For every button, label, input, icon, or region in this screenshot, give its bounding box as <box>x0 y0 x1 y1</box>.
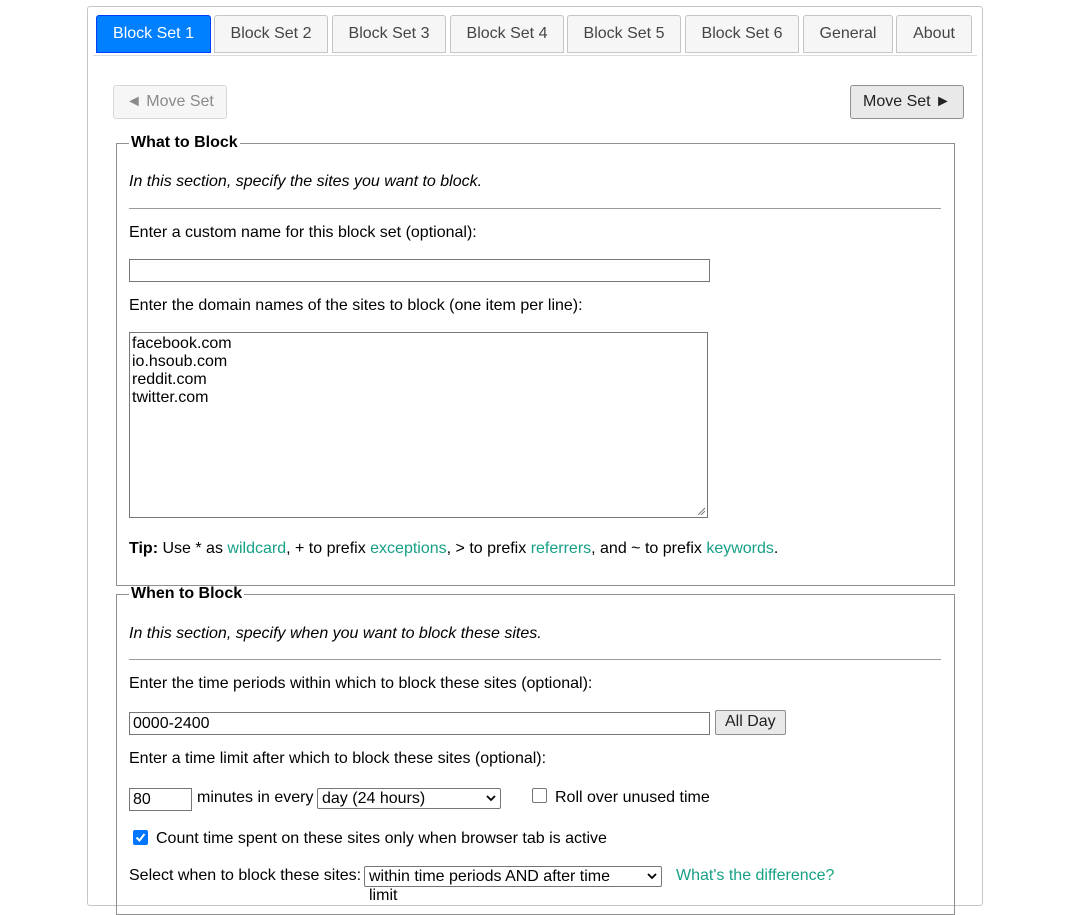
tab-block-set-3[interactable]: Block Set 3 <box>332 15 446 53</box>
time-periods-label: Enter the time periods within which to block these sites (optional): <box>129 675 593 692</box>
sites-label: Enter the domain names of the sites to block (one item per line): <box>129 297 583 314</box>
tip-fragment: Use * as <box>162 540 223 557</box>
sites-textarea[interactable] <box>129 332 708 518</box>
resize-grip-icon[interactable] <box>697 507 705 515</box>
tab-bar <box>93 12 977 56</box>
chevron-down-icon <box>646 867 658 886</box>
select-when-label: Select when to block these sites: <box>129 867 362 884</box>
when-to-block-legend: When to Block <box>131 585 243 602</box>
referrers-link[interactable]: referrers <box>530 540 592 557</box>
tip-fragment: . <box>773 540 779 557</box>
checkmark-icon <box>135 832 146 843</box>
what-section-divider <box>129 208 941 209</box>
custom-name-input[interactable] <box>129 259 710 282</box>
custom-name-label: Enter a custom name for this block set (optional): <box>129 224 477 241</box>
tip-label: Tip: <box>129 540 159 557</box>
tab-block-set-1[interactable]: Block Set 1 <box>96 15 211 53</box>
active-tab-checkbox[interactable] <box>133 830 148 845</box>
move-set-left-button[interactable]: ◄ Move Set <box>113 85 227 119</box>
limit-period-value: day (24 hours) <box>322 790 426 807</box>
tab-block-set-5[interactable]: Block Set 5 <box>567 15 681 53</box>
rollover-checkbox[interactable] <box>532 788 547 803</box>
site-line: io.hsoub.com <box>132 353 228 370</box>
site-line: reddit.com <box>132 371 207 388</box>
site-line: twitter.com <box>132 389 209 406</box>
when-section-intro: In this section, specify when you want to block these sites. <box>129 625 542 642</box>
tab-block-set-2[interactable]: Block Set 2 <box>214 15 328 53</box>
move-set-right-button[interactable]: Move Set ► <box>850 85 964 119</box>
when-section-divider <box>129 659 941 660</box>
exceptions-link[interactable]: exceptions <box>370 540 447 557</box>
tip-fragment: , > to prefix <box>446 540 527 557</box>
time-periods-input[interactable]: 0000-2400 <box>129 712 710 735</box>
tab-general[interactable]: General <box>803 15 893 53</box>
block-mode-select[interactable] <box>364 866 662 904</box>
tab-about[interactable]: About <box>896 15 972 53</box>
whats-the-difference-link[interactable]: What's the difference? <box>676 867 835 884</box>
all-day-button[interactable]: All Day <box>715 710 786 735</box>
tip-fragment: , + to prefix <box>286 540 366 557</box>
keywords-link[interactable]: keywords <box>706 540 774 557</box>
site-line: facebook.com <box>132 335 232 352</box>
wildcard-link[interactable]: wildcard <box>227 540 287 557</box>
tab-block-set-6[interactable]: Block Set 6 <box>685 15 799 53</box>
limit-period-select[interactable] <box>317 788 501 809</box>
limit-minutes-input[interactable]: 80 <box>129 788 192 811</box>
block-mode-value: within time periods AND after time limit <box>369 868 610 904</box>
minutes-in-every-label: minutes in every <box>197 789 314 806</box>
tip-text <box>129 540 778 558</box>
tab-block-set-4[interactable]: Block Set 4 <box>450 15 564 53</box>
options-panel <box>87 6 983 906</box>
what-section-intro: In this section, specify the sites you want to block. <box>129 173 483 190</box>
time-limit-label: Enter a time limit after which to block these sites (optional): <box>129 750 547 767</box>
what-to-block-legend: What to Block <box>131 134 238 151</box>
rollover-label: Roll over unused time <box>555 789 710 806</box>
chevron-down-icon <box>485 789 497 808</box>
tip-fragment: , and ~ to prefix <box>591 540 702 557</box>
active-tab-label: Count time spent on these sites only when browser tab is active <box>156 830 607 847</box>
